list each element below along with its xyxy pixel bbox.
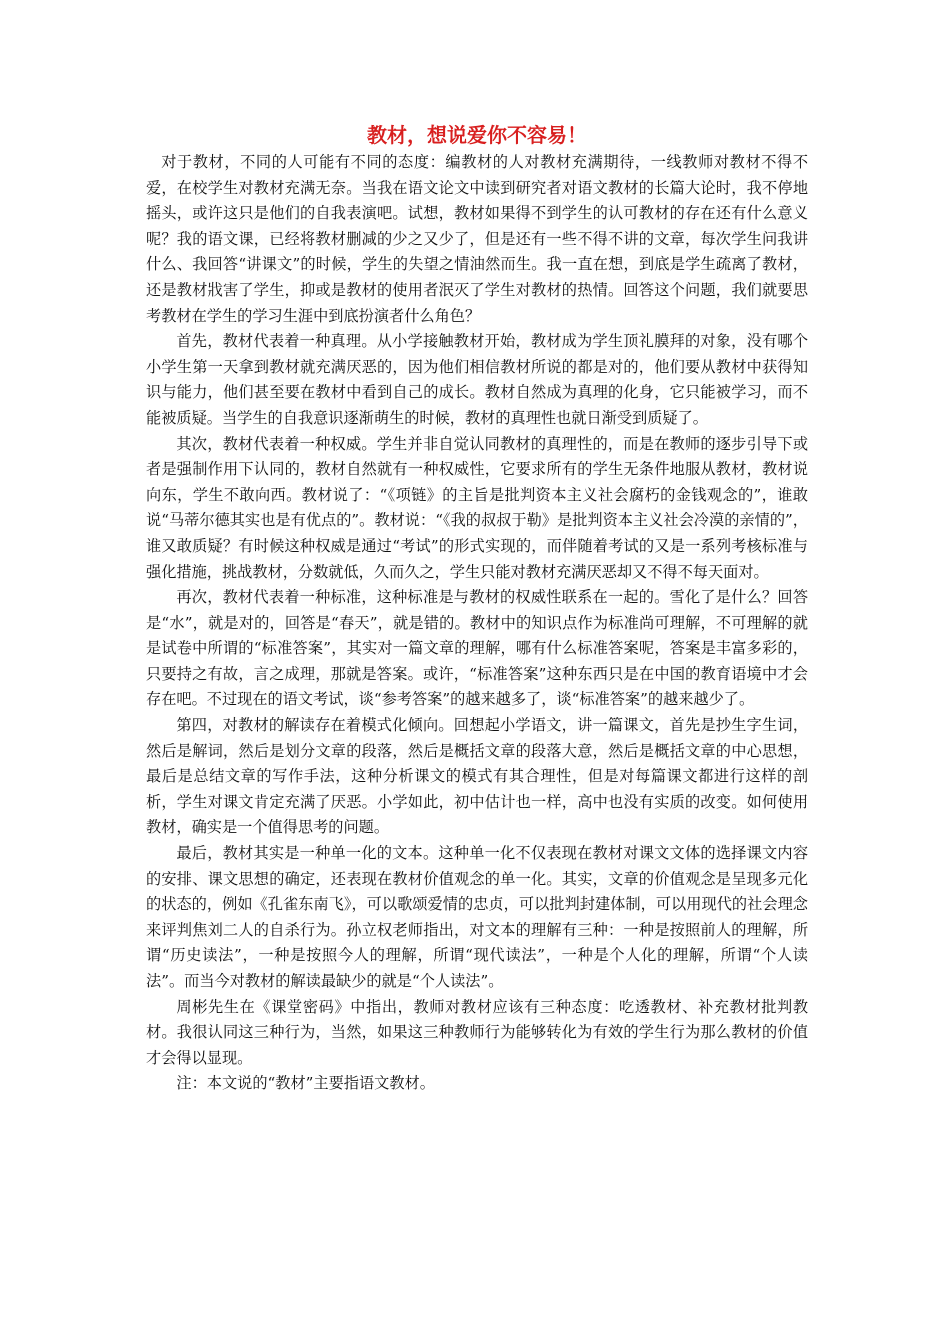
paragraph-note: 注：本文说的“教材”主要指语文教材。: [176, 1074, 435, 1093]
document-page: [146, 120, 808, 1097]
paragraph-first-point: 首先，教材代表着一种真理。从小学接触教材开始，教材成为学生顶礼膜拜的对象，没有哪个小学生第一天拿到教材就充满厌恶的，因为他们相信教材所说的都是对的，他们要从教材中获得知识与能力，他们甚至要在教材中看到自己的成长。教材自然成为真理的化身，它只能被学习，而不能被质疑。当学生的自我意识逐渐萌生的时候，教材的真理性也就日渐受到质疑了。: [146, 332, 808, 427]
document-title: 教材，想说爱你不容易！: [367, 123, 587, 147]
paragraph-conclusion: 周彬先生在《课堂密码》中指出，教师对教材应该有三种态度：吃透教材、补充教材批判教材。我很认同这三种行为，当然，如果这三种教师行为能够转化为有效的学生行为那么教材的价值才会得以显现。: [146, 997, 808, 1067]
paragraph-fourth-point: 第四，对教材的解读存在着模式化倾向。回想起小学语文，讲一篇课文，首先是抄生字生词，然后是解词，然后是划分文章的段落，然后是概括文章的段落大意，然后是概括文章的中心思想，最后是总结文章的写作手法，这种分析课文的模式有其合理性，但是对每篇课文都进行这样的剖析，学生对课文肯定充满了厌恶。小学如此，初中估计也一样，高中也没有实质的改变。如何使用教材，确实是一个值得思考的问题。: [146, 716, 808, 837]
paragraph-last-point: 最后，教材其实是一种单一化的文本。这种单一化不仅表现在教材对课文文体的选择课文内容的安排、课文思想的确定，还表现在教材价值观念的单一化。其实，文章的价值观念是呈现多元化的状态的，例如《孔雀东南飞》，可以歌颂爱情的忠贞，可以批判封建体制，可以用现代的社会理念来评判焦刘二人的自杀行为。孙立权老师指出，对文本的理解有三种：一种是按照前人的理解，所谓“历史读法”，一种是按照今人的理解，所谓“现代读法”，一种是个人化的理解，所谓“个人读法”。而当今对教材的解读最缺少的就是“个人读法”。: [146, 844, 808, 990]
paragraph-intro: 对于教材，不同的人可能有不同的态度：编教材的人对教材充满期待，一线教师对教材不得不爱，在校学生对教材充满无奈。当我在语文论文中读到研究者对语文教材的长篇大论时，我不停地摇头，或许这只是他们的自我表演吧。试想，教材如果得不到学生的认可教材的存在还有什么意义呢？我的语文课，已经将教材删减的少之又少了，但是还有一些不得不讲的文章，每次学生问我讲什么、我回答“讲课文”的时候，学生的失望之情油然而生。我一直在想，到底是学生疏离了教材，还是教材戕害了学生，抑或是教材的使用者泯灭了学生对教材的热情。回答这个问题，我们就要思考教材在学生的学习生涯中到底扮演者什么角色？: [146, 153, 808, 325]
paragraph-third-point: 再次，教材代表着一种标准，这种标准是与教材的权威性联系在一起的。雪化了是什么？回答是“水”，就是对的，回答是“春天”，就是错的。教材中的知识点作为标准尚可理解，不可理解的就是试卷中所谓的“标准答案”，其实对一篇文章的理解，哪有什么标准答案呢，答案是丰富多彩的，只要持之有故，言之成理，那就是答案。或许，“标准答案”这种东西只是在中国的教育语境中才会存在吧。不过现在的语文考试，谈“参考答案”的越来越多了，谈“标准答案”的越来越少了。: [146, 588, 808, 709]
paragraph-second-point: 其次，教材代表着一种权威。学生并非自觉认同教材的真理性的，而是在教师的逐步引导下或者是强制作用下认同的，教材自然就有一种权威性，它要求所有的学生无条件地服从教材，教材说向东，学生不敢向西。教材说了：“《项链》的主旨是批判资本主义社会腐朽的金钱观念的”，谁敢说“马蒂尔德其实也是有优点的”。教材说：“《我的叔叔于勒》是批判资本主义社会冷漠的亲情的”，谁又敢质疑？有时候这种权威是通过“考试”的形式实现的，而伴随着考试的又是一系列考核标准与强化措施，挑战教材，分数就低，久而久之，学生只能对教材充满厌恶却又不得不每天面对。: [146, 434, 808, 581]
